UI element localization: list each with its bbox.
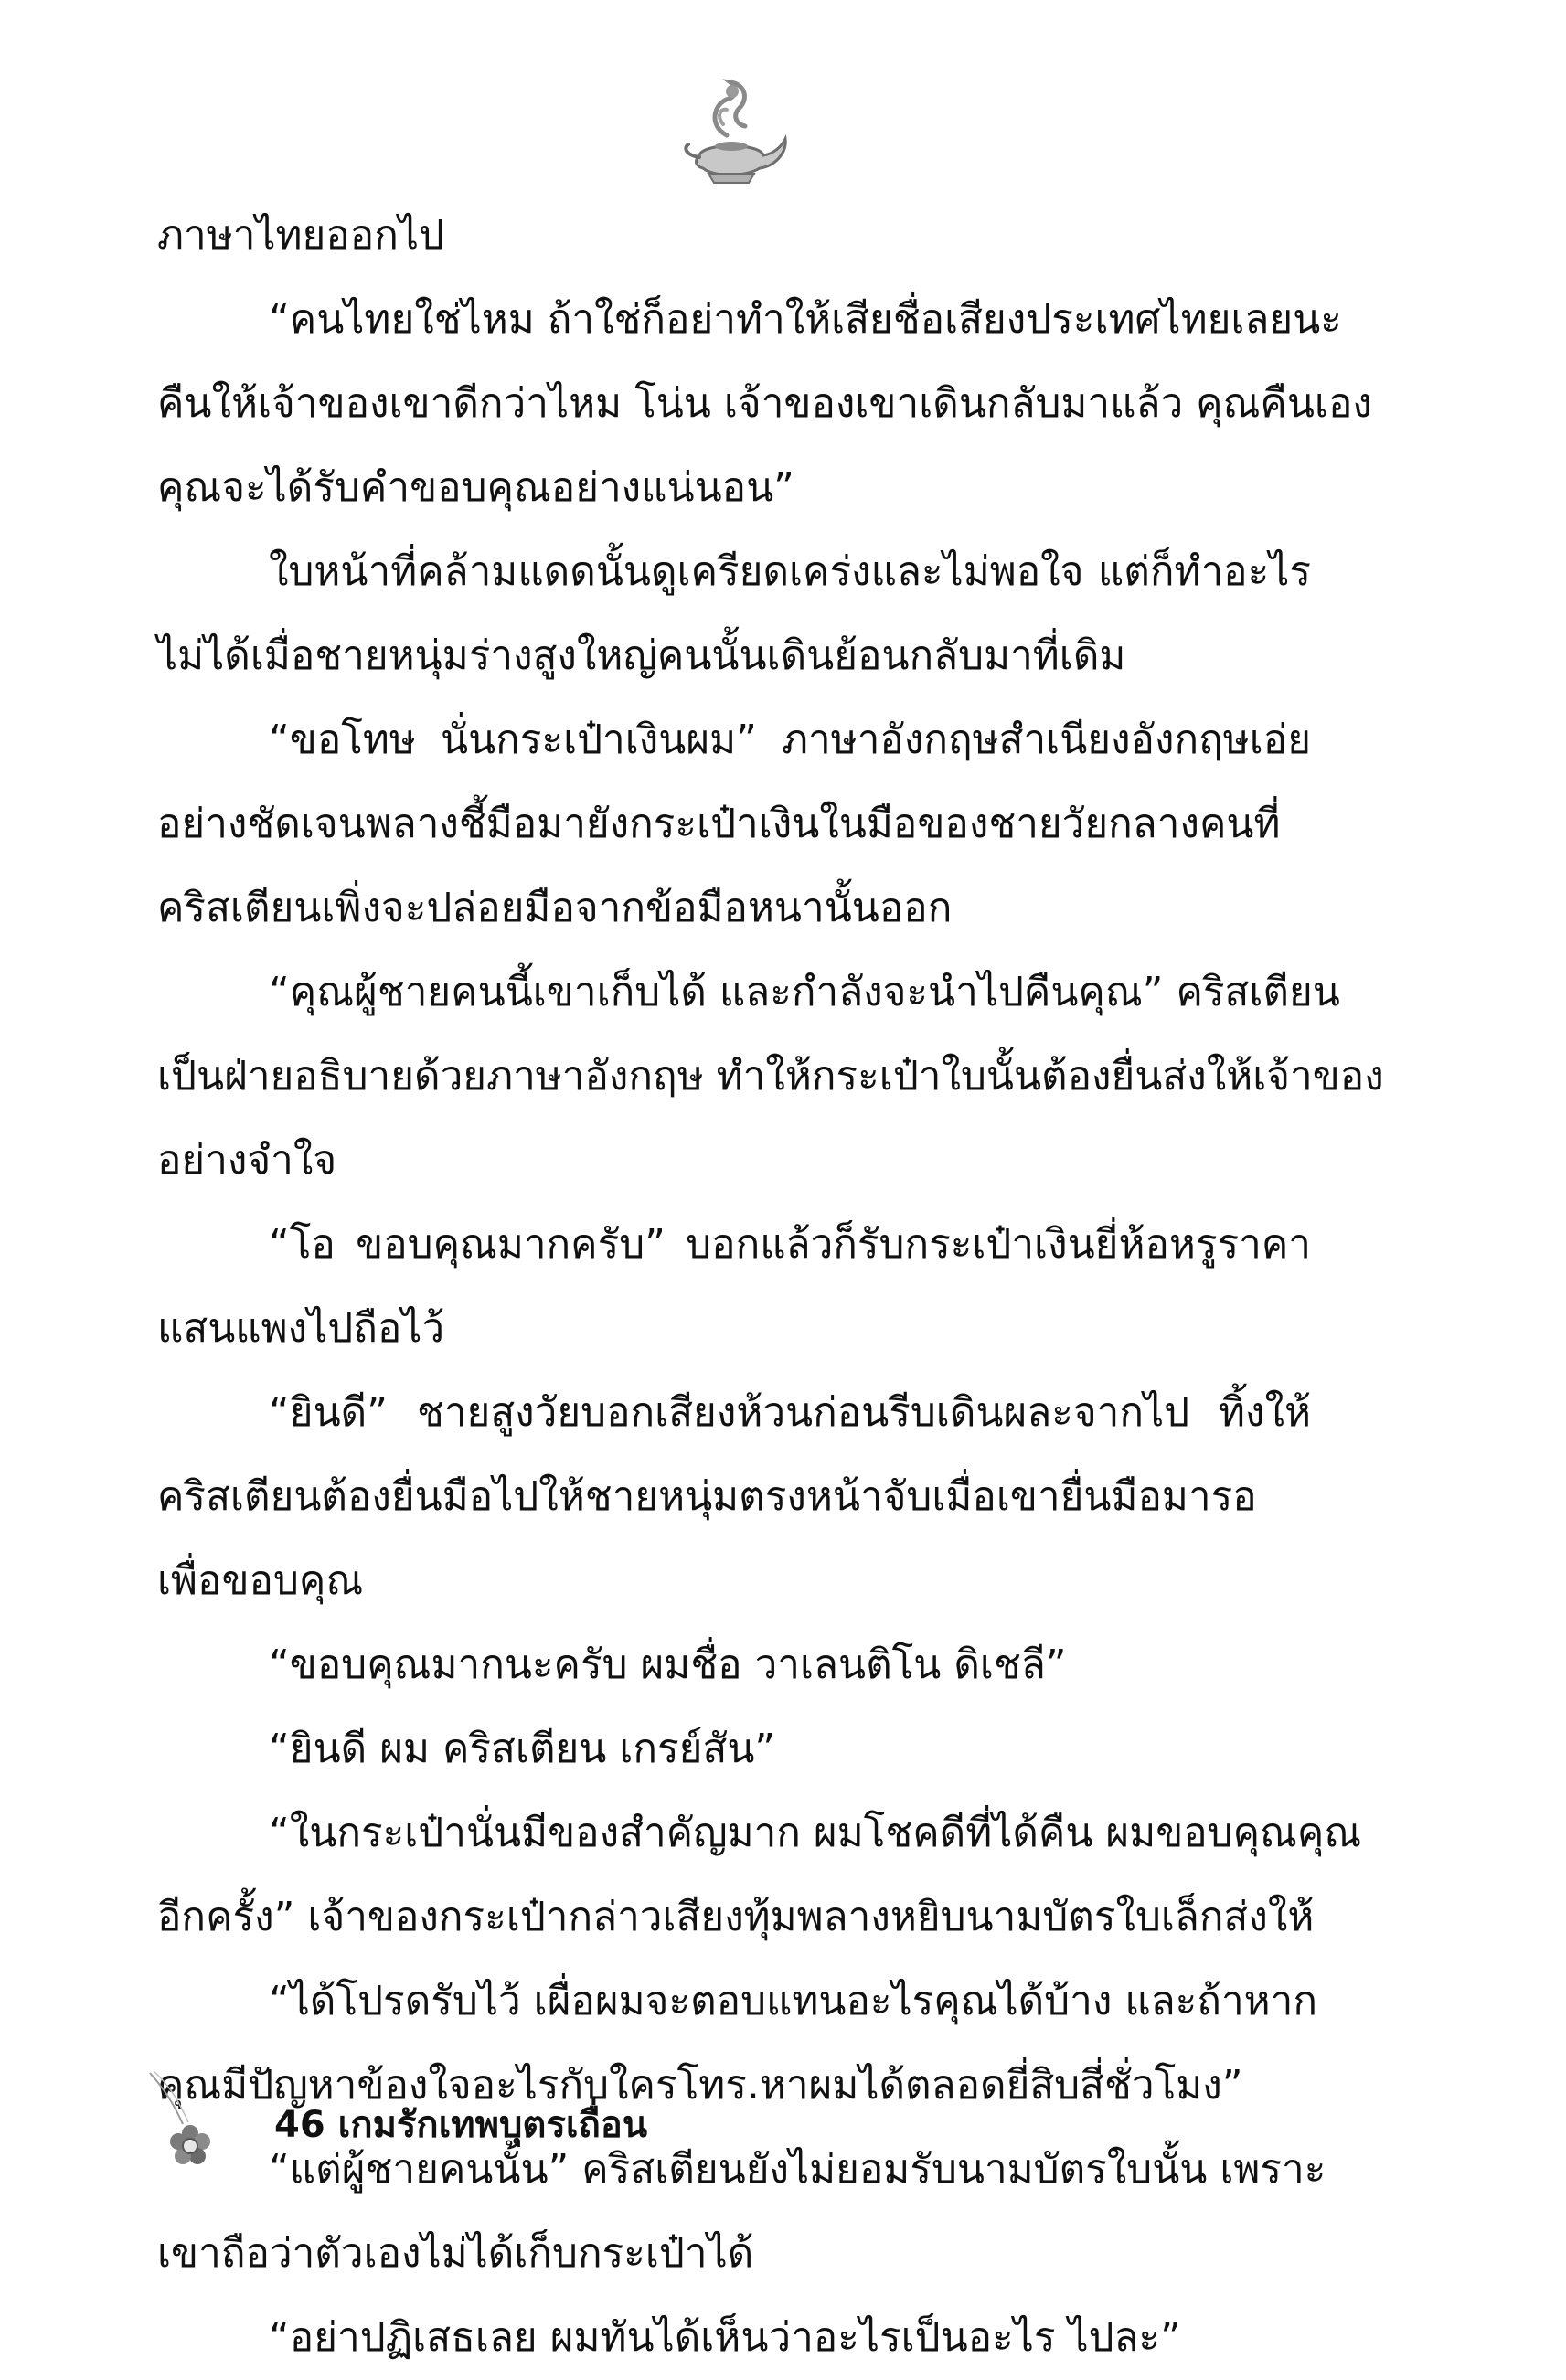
text-line: “แต่ผู้ชายคนนั้น” คริสเตียนยังไม่ยอมรับนามบัตรใบนั้น เพราะ <box>269 2146 1326 2193</box>
text-line: คุณจะได้รับคำขอบคุณอย่างแน่นอน” <box>157 464 794 511</box>
text-line: เพื่อขอบคุณ <box>157 1557 364 1604</box>
page-body <box>157 194 1384 2380</box>
text-line: คุณมีปัญหาข้องใจอะไรกับใครโทร.หาผมได้ตลอดยี่สิบสี่ชั่วโมง” <box>157 2062 1243 2109</box>
text-line: ภาษาไทยออกไป <box>157 212 444 259</box>
page-footer <box>146 2067 786 2177</box>
book-title: เกมรักเทพบุตรเถื่อน <box>337 2104 648 2146</box>
text-line: “ยินดี ผม คริสเตียน เกรย์สัน” <box>269 1726 776 1772</box>
text-line: อีกครั้ง” เจ้าของกระเป๋ากล่าวเสียงทุ้มพลางหยิบนามบัตรใบเล็กส่งให้ <box>157 1894 1315 1940</box>
text-line: “อย่าปฏิเสธเลย ผมทันได้เห็นว่าอะไรเป็นอะไร ไปละ” <box>269 2314 1181 2361</box>
text-line: คริสเตียนต้องยื่นมือไปให้ชายหนุ่มตรงหน้าจับเมื่อเขายื่นมือมารอ <box>157 1473 1257 1520</box>
running-footer <box>274 2102 660 2148</box>
page-number: 46 <box>274 2104 325 2146</box>
genie-lamp-icon <box>672 71 791 190</box>
text-line: อย่างจำใจ <box>157 1137 337 1184</box>
text-line: “ได้โปรดรับไว้ เผื่อผมจะตอบแทนอะไรคุณได้บ้าง และถ้าหาก <box>269 1978 1318 2024</box>
text-line: ใบหน้าที่คล้ามแดดนั้นดูเครียดเคร่งและไม่พอใจ แต่ก็ทำอะไร <box>269 548 1311 595</box>
text-line: “คนไทยใช่ไหม ถ้าใช่ก็อย่าทำให้เสียชื่อเสียงประเทศไทยเลยนะ <box>269 296 1342 343</box>
text-line: เขาถือว่าตัวเองไม่ได้เก็บกระเป๋าได้ <box>157 2230 754 2277</box>
text-line: “ขอโทษ นั่นกระเป๋าเงินผม” ภาษาอังกฤษสำเนียงอังกฤษเอ่ย <box>269 717 1311 763</box>
text-line: ไม่ได้เมื่อชายหนุ่มร่างสูงใหญ่คนนั้นเดินย้อนกลับมาที่เดิม <box>157 632 1126 679</box>
text-line: อย่างชัดเจนพลางชี้มือมายังกระเป๋าเงินในมือของชายวัยกลางคนที่ <box>157 801 1281 847</box>
text-line: “โอ ขอบคุณมากครับ” บอกแล้วก็รับกระเป๋าเงินยี่ห้อหรูราคา <box>269 1221 1311 1268</box>
text-line: “ขอบคุณมากนะครับ ผมชื่อ วาเลนติโน ดิเชลี” <box>269 1642 1067 1688</box>
text-line: “ยินดี” ชายสูงวัยบอกเสียงห้วนก่อนรีบเดินผละจากไป ทิ้งให้ <box>269 1389 1311 1436</box>
flower-pendant-icon <box>146 2067 229 2177</box>
text-line: เป็นฝ่ายอธิบายด้วยภาษาอังกฤษ ทำให้กระเป๋าใบนั้นต้องยื่นส่งให้เจ้าของ <box>157 1053 1384 1100</box>
text-line: “ในกระเป๋านั่นมีของสำคัญมาก ผมโชคดีที่ได้คืน ผมขอบคุณคุณ <box>269 1810 1362 1856</box>
text-line: คริสเตียนเพิ่งจะปล่อยมือจากข้อมือหนานั้นออก <box>157 885 953 931</box>
text-line: แสนแพงไปถือไว้ <box>157 1305 445 1352</box>
text-line: คืนให้เจ้าของเขาดีกว่าไหม โน่น เจ้าของเขาเดินกลับมาแล้ว คุณคืนเอง <box>157 380 1372 427</box>
text-line: “คุณผู้ชายคนนี้เขาเก็บได้ และกำลังจะนำไปคืนคุณ” คริสเตียน <box>269 969 1340 1015</box>
